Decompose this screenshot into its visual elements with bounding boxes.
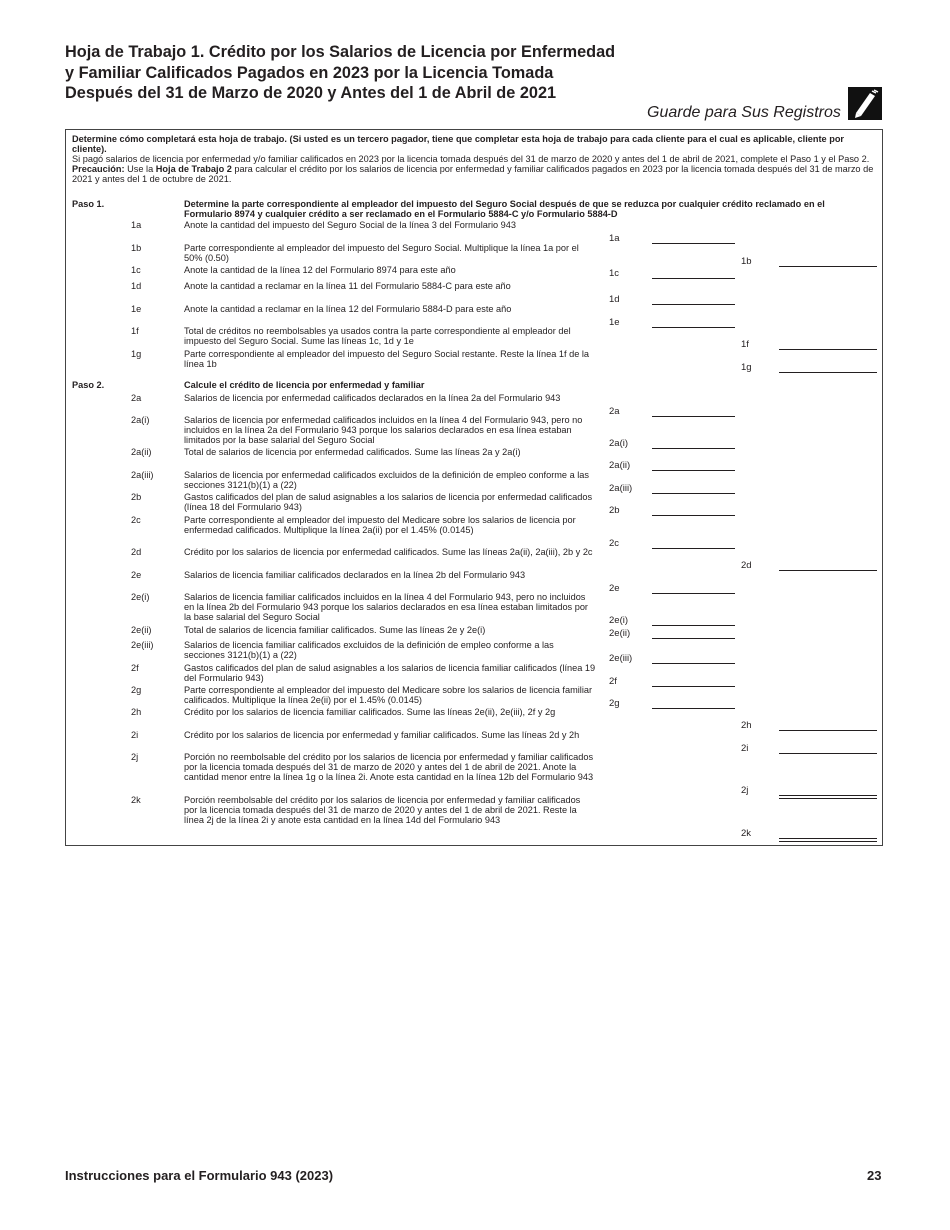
keep-for-records-label: Guarde para Sus Registros (647, 104, 841, 121)
field-label: 2i (741, 743, 749, 754)
amount-input-2f[interactable] (652, 686, 735, 687)
line-description: Anote la cantidad a reclamar en la línea 12 del Formulario 5884-D para este año (184, 304, 512, 314)
field-label: 2a (609, 406, 620, 417)
amount-input-2d[interactable] (779, 570, 877, 571)
intro-text-2: Use la (127, 164, 154, 174)
line-number: 1f (131, 326, 139, 336)
line-number: 2h (131, 707, 142, 717)
field-label: 1c (609, 268, 620, 279)
line-number: 2a (131, 393, 142, 403)
amount-input-2g[interactable] (652, 708, 735, 709)
line-number: 2k (131, 795, 141, 805)
line-number: 2e(ii) (131, 625, 152, 635)
line-description: Total de créditos no reembolsables ya usados contra la parte correspondiente al empleador del impuesto del Seguro Social. Sume las líneas 1c, 1d y 1e (184, 326, 571, 346)
line-number: 2g (131, 685, 142, 695)
line-description: Salarios de licencia por enfermedad calificados declarados en la línea 2a del Formulario 943 (184, 393, 561, 403)
line-description: Anote la cantidad del impuesto del Seguro Social de la línea 3 del Formulario 943 (184, 220, 516, 230)
line-number: 2j (131, 752, 139, 762)
worksheet-2-reference: Hoja de Trabajo 2 (155, 164, 232, 174)
line-number: 1c (131, 265, 141, 275)
line-description: Porción no reembolsable del crédito por los salarios de licencia por enfermedad y familiar calificados por la licencia tomada después del 31 de marzo de 2020 y antes del 1 de abril de 2021. Anote la cantidad menor entre la línea 1g o la línea 2i. Anote esta cantidad en la línea 12b del Formulario 943 (184, 752, 594, 782)
field-label: 2e(iii) (609, 653, 633, 664)
step-1-label: Paso 1. (72, 199, 105, 209)
field-label: 2j (741, 785, 749, 796)
line-description: Gastos calificados del plan de salud asignables a los salarios de licencia por enfermedad calificados (línea 18 del Formulario 943) (184, 492, 593, 512)
amount-input-1a[interactable] (652, 243, 735, 244)
amount-input-2i[interactable] (779, 753, 877, 754)
line-number: 2b (131, 492, 142, 502)
amount-input-1d[interactable] (652, 304, 735, 305)
line-description: Gastos calificados del plan de salud asignables a los salarios de licencia familiar calificados (línea 19 del Formulario 943) (184, 663, 596, 683)
amount-input-2e[interactable] (652, 593, 735, 594)
amount-input-1g[interactable] (779, 372, 877, 373)
field-label: 2d (741, 560, 752, 571)
field-label: 1g (741, 362, 752, 373)
amount-input-2a[interactable] (652, 416, 735, 417)
line-description: Parte correspondiente al empleador del impuesto del Seguro Social. Multiplique la línea 1a por el 50% (0.50) (184, 243, 579, 263)
line-number: 1b (131, 243, 142, 253)
amount-input-1b[interactable] (779, 266, 877, 267)
amount-input-1f[interactable] (779, 349, 877, 350)
amount-input-2c[interactable] (652, 548, 735, 549)
amount-input-2h[interactable] (779, 730, 877, 731)
line-description: Porción reembolsable del crédito por los salarios de licencia por enfermedad y familiar calificados por la licencia tomada después del 31 de marzo de 2020 y antes del 1 de abril de 2021. Reste la línea 2j de la línea 2i y anote esta cantidad en la línea 14d del Formulario 943 (184, 795, 581, 825)
line-number: 2e(iii) (131, 640, 154, 650)
caution-label: Precaución: (72, 164, 125, 174)
worksheet-title: Hoja de Trabajo 1. Crédito por los Salarios de Licencia por Enfermedad y Familiar Calificados Pagados en 2023 por la Licencia Tomada Después del 31 de Marzo de 2020 y Antes del 1 de Abril de 2021 (65, 43, 616, 102)
amount-input-2a(i)[interactable] (652, 448, 735, 449)
amount-input-2j[interactable] (779, 795, 877, 799)
line-description: Total de salarios de licencia por enfermedad calificados. Sume las líneas 2a y 2a(i) (184, 447, 521, 457)
line-description: Total de salarios de licencia familiar calificados. Sume las líneas 2e y 2e(i) (184, 625, 486, 635)
amount-input-2a(iii)[interactable] (652, 493, 735, 494)
intro-heading: Determine cómo completará esta hoja de trabajo. (Si usted es un tercero pagador, tiene que completar esta hoja de trabajo para cada cliente para el cual es aplicable, cliente por cliente). (72, 134, 845, 154)
line-description: Parte correspondiente al empleador del impuesto del Seguro Social restante. Reste la línea 1f de la línea 1b (184, 349, 590, 369)
line-number: 2e(i) (131, 592, 150, 602)
field-label: 2f (609, 676, 617, 687)
line-number: 1d (131, 281, 142, 291)
field-label: 1e (609, 317, 620, 328)
field-label: 2e(ii) (609, 628, 631, 639)
field-label: 1d (609, 294, 620, 305)
worksheet-intro (72, 134, 877, 184)
line-description: Salarios de licencia familiar calificados declarados en la línea 2b del Formulario 943 (184, 570, 526, 580)
field-label: 2c (609, 538, 620, 549)
amount-input-2e(ii)[interactable] (652, 638, 735, 639)
line-description: Crédito por los salarios de licencia por enfermedad y familiar calificados. Sume las líneas 2d y 2h (184, 730, 580, 740)
line-description: Salarios de licencia por enfermedad calificados incluidos en la línea 4 del Formulario 943, pero no incluidos en la línea 2a del Formulario 943 porque los salarios declarados en esa línea estaban limitados por la base salarial del Seguro Social (184, 415, 583, 445)
amount-input-2e(iii)[interactable] (652, 663, 735, 664)
field-label: 1f (741, 339, 749, 350)
amount-input-2a(ii)[interactable] (652, 470, 735, 471)
field-label: 2e (609, 583, 620, 594)
step-1-heading: Determine la parte correspondiente al empleador del impuesto del Seguro Social después de que se reduzca por cualquier crédito reclamado en el Formulario 8974 y cualquier crédito a ser reclamado en el Formulario 5884-C y/o Formulario 5884-D (184, 199, 825, 219)
footer-form-title: Instrucciones para el Formulario 943 (2023) (65, 1168, 334, 1183)
line-number: 2a(iii) (131, 470, 154, 480)
line-description: Crédito por los salarios de licencia por enfermedad calificados. Sume las líneas 2a(ii), 2a(iii), 2b y 2c (184, 547, 593, 557)
step-2-label: Paso 2. (72, 380, 105, 390)
line-number: 1g (131, 349, 142, 359)
amount-input-1e[interactable] (652, 327, 735, 328)
intro-text-3: para calcular el crédito por los salarios de licencia por enfermedad y familiar calificados pagados en 2023 por la licencia tomada después del 31 de marzo de 2021 y antes del 1 de octubre de 2021. (72, 164, 874, 184)
line-description: Salarios de licencia por enfermedad calificados excluidos de la definición de empleo conforme a las secciones 3121(b)(1) a (22) (184, 470, 589, 490)
page-number: 23 (867, 1168, 882, 1183)
field-label: 2b (609, 505, 620, 516)
line-description: Parte correspondiente al empleador del impuesto del Medicare sobre los salarios de licencia por enfermedad calificados. Multiplique la línea 2a(ii) por el 1.45% (0.0145) (184, 515, 576, 535)
line-description: Crédito por los salarios de licencia familiar calificados. Sume las líneas 2e(ii), 2e(iii), 2f y 2g (184, 707, 556, 717)
field-label: 2e(i) (609, 615, 629, 626)
line-number: 2f (131, 663, 139, 673)
line-number: 2e (131, 570, 142, 580)
line-number: 2a(i) (131, 415, 150, 425)
field-label: 2a(i) (609, 438, 629, 449)
intro-text: Si pagó salarios de licencia por enfermedad y/o familiar calificados en 2023 por la licencia tomada después del 31 de marzo de 2020 y antes del 1 de abril de 2021, complete el Paso 1 y el Paso 2. (72, 154, 870, 164)
step-2-heading: Calcule el crédito de licencia por enfermedad y familiar (184, 380, 425, 390)
field-label: 1b (741, 256, 752, 267)
field-label: 2a(iii) (609, 483, 633, 494)
amount-input-2b[interactable] (652, 515, 735, 516)
line-number: 2a(ii) (131, 447, 152, 457)
line-number: 2d (131, 547, 142, 557)
amount-input-2e(i)[interactable] (652, 625, 735, 626)
amount-input-2k[interactable] (779, 838, 877, 842)
line-description: Anote la cantidad de la línea 12 del Formulario 8974 para este año (184, 265, 456, 275)
field-label: 2g (609, 698, 620, 709)
line-description: Anote la cantidad a reclamar en la línea 11 del Formulario 5884-C para este año (184, 281, 511, 291)
amount-input-1c[interactable] (652, 278, 735, 279)
line-description: Parte correspondiente al empleador del impuesto del Medicare sobre los salarios de licencia familiar calificados. Multiplique la línea 2e(ii) por el 1.45% (0.0145) (184, 685, 593, 705)
field-label: 1a (609, 233, 620, 244)
line-number: 2i (131, 730, 139, 740)
line-description: Salarios de licencia familiar calificados excluidos de la definición de empleo conforme a las secciones 3121(b)(1) a (22) (184, 640, 554, 660)
field-label: 2a(ii) (609, 460, 631, 471)
line-number: 1a (131, 220, 142, 230)
field-label: 2k (741, 828, 752, 839)
line-number: 1e (131, 304, 142, 314)
line-description: Salarios de licencia familiar calificados incluidos en la línea 4 del Formulario 943, pero no incluidos en la línea 2b del Formulario 943 porque los salarios declarados en esa línea estaban limitados por la base salarial del Seguro Social (184, 592, 588, 622)
line-number: 2c (131, 515, 141, 525)
pen-writing-icon (848, 87, 882, 120)
field-label: 2h (741, 720, 752, 731)
